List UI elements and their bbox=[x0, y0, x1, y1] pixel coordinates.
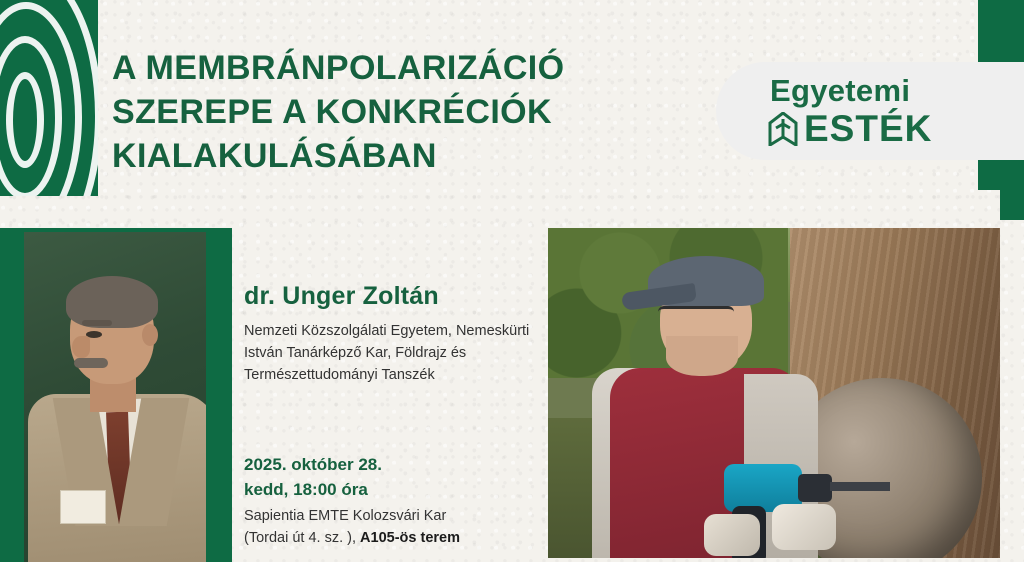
speaker-portrait-photo bbox=[24, 232, 206, 564]
venue-room: A105-ös terem bbox=[360, 529, 460, 546]
brand-logo-top-word: Egyetemi bbox=[770, 73, 911, 108]
event-date-line-2: kedd, 18:00 óra bbox=[244, 479, 368, 499]
photo-person-beard bbox=[666, 336, 738, 376]
photo-person-glasses bbox=[658, 306, 734, 318]
photo-glove-left bbox=[704, 514, 760, 556]
brand-logo bbox=[716, 62, 1024, 160]
page-title: A MEMBRÁNPOLARIZÁCIÓ SZEREPE A KONKRÉCIÓK KIALAKULÁSÁBAN bbox=[112, 49, 565, 176]
right-green-bar-lower bbox=[1000, 190, 1024, 220]
portrait-nose bbox=[72, 336, 90, 358]
portrait-brow bbox=[82, 320, 112, 326]
top-left-green-block bbox=[0, 0, 98, 196]
arc-decoration-4 bbox=[6, 72, 44, 168]
leaf-book-icon bbox=[768, 112, 798, 146]
portrait-moustache bbox=[74, 358, 108, 368]
photo-glove-right bbox=[772, 504, 836, 550]
portrait-name-badge bbox=[60, 490, 106, 524]
bottom-white-strip bbox=[0, 562, 1024, 576]
venue-line-2 bbox=[244, 528, 544, 550]
event-venue bbox=[244, 506, 544, 550]
photo-drill-chuck bbox=[798, 474, 832, 502]
portrait-hair bbox=[66, 276, 158, 328]
photo-drill-bit bbox=[830, 482, 890, 491]
portrait-ear bbox=[142, 324, 158, 346]
speaker-name: dr. Unger Zoltán bbox=[244, 282, 439, 310]
brand-logo-bottom-row bbox=[768, 110, 1024, 147]
event-datetime bbox=[244, 453, 544, 502]
speaker-info bbox=[244, 282, 536, 386]
event-date-line-1: 2025. október 28. bbox=[244, 455, 382, 474]
speaker-affiliation: Nemzeti Közszolgálati Egyetem, Nemeskürti István Tanárképző Kar, Földrajz és Természettudományi Tanszék bbox=[244, 323, 530, 384]
venue-address: (Tordai út 4. sz. ), bbox=[244, 529, 361, 546]
venue-line-1: Sapientia EMTE Kolozsvári Kar bbox=[244, 508, 447, 524]
brand-logo-bottom-word: ESTÉK bbox=[804, 108, 933, 149]
field-research-photo bbox=[548, 228, 1000, 558]
